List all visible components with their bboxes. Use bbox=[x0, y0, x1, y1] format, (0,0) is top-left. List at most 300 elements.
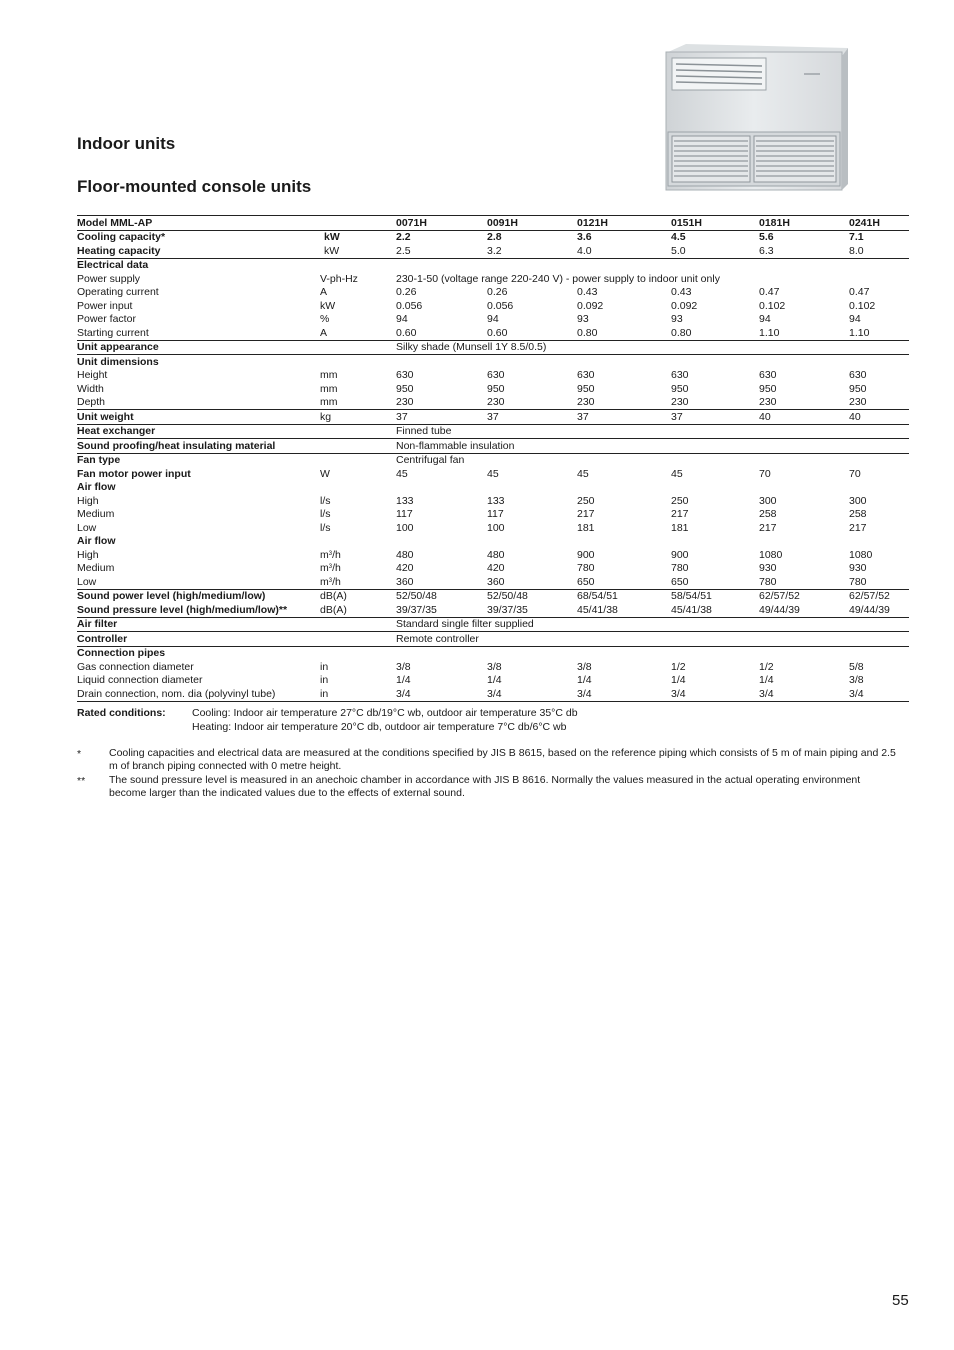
table-row bbox=[77, 589, 909, 603]
row-label: Starting current bbox=[77, 326, 149, 339]
value-cell: 49/44/39 bbox=[759, 603, 800, 616]
value-cell: 780 bbox=[577, 562, 595, 574]
value-cell: 4.0 bbox=[577, 244, 592, 257]
table-row bbox=[77, 299, 909, 313]
value-cell: 100 bbox=[396, 521, 414, 534]
unit-cell: V-ph-Hz bbox=[320, 272, 358, 285]
unit-base: m bbox=[320, 562, 329, 574]
table-row bbox=[77, 382, 909, 396]
unit-cell: % bbox=[320, 313, 330, 325]
value-cell: 3/4 bbox=[759, 687, 849, 701]
unit-cell bbox=[320, 424, 396, 439]
value-cell: 117 bbox=[396, 508, 413, 520]
value-cell: 45/41/38 bbox=[577, 603, 618, 616]
unit-cell bbox=[320, 481, 396, 495]
table-row bbox=[77, 286, 909, 300]
value-cell bbox=[396, 535, 487, 549]
footnote-mark: ** bbox=[77, 775, 86, 787]
value-cell: 630 bbox=[487, 369, 505, 381]
unit-cell: A bbox=[320, 286, 328, 298]
value-cell: 250 bbox=[577, 494, 595, 507]
row-label: Low bbox=[77, 575, 97, 588]
value-cell bbox=[671, 355, 759, 369]
value-cell: 94 bbox=[759, 313, 771, 325]
value-cell: 0.80 bbox=[671, 326, 692, 339]
unit-cell: kW bbox=[320, 299, 336, 312]
value-cell bbox=[849, 535, 909, 549]
model-column-header: 0241H bbox=[849, 216, 909, 231]
table-row bbox=[77, 230, 909, 244]
value-cell: 133 bbox=[487, 494, 505, 507]
value-cell: 230 bbox=[577, 396, 595, 408]
table-row bbox=[77, 244, 909, 258]
value-cell bbox=[671, 646, 759, 660]
value-cell: Silky shade (Munsell 1Y 8.5/0.5) bbox=[396, 340, 909, 355]
value-cell: 0.43 bbox=[671, 286, 692, 298]
value-cell: 630 bbox=[671, 369, 689, 381]
value-cell: 930 bbox=[759, 562, 777, 574]
table-row bbox=[77, 410, 909, 425]
value-cell: 0.092 bbox=[671, 299, 698, 312]
value-cell: 900 bbox=[671, 548, 689, 561]
value-cell bbox=[671, 481, 759, 495]
value-cell: 950 bbox=[577, 382, 595, 395]
row-label: Air flow bbox=[77, 481, 116, 493]
table-row bbox=[77, 481, 909, 495]
footnote-text: Cooling capacities and electrical data are measured at the conditions specified by JIS B 8615, based on the reference piping which consists of 5 m of main piping and 2.5 m of branch piping connected with 0 metre height. bbox=[109, 747, 896, 772]
value-cell: 58/54/51 bbox=[671, 589, 759, 603]
value-cell: 93 bbox=[671, 313, 683, 325]
value-cell: 630 bbox=[577, 369, 595, 381]
value-cell: 1.10 bbox=[759, 326, 780, 339]
row-label: Medium bbox=[77, 562, 115, 574]
row-label: Unit appearance bbox=[77, 340, 320, 355]
value-cell: 37 bbox=[577, 410, 671, 425]
value-cell: 1080 bbox=[759, 548, 783, 561]
table-row bbox=[77, 508, 909, 522]
value-cell: 230 bbox=[671, 396, 689, 408]
row-label: Sound pressure level (high/medium/low)** bbox=[77, 603, 288, 616]
table-row bbox=[77, 272, 909, 286]
model-column-header: 0181H bbox=[759, 216, 849, 231]
value-cell bbox=[577, 646, 671, 660]
row-label: Cooling capacity* bbox=[77, 231, 166, 243]
value-cell: 70 bbox=[849, 467, 861, 480]
value-cell: 39/37/35 bbox=[396, 603, 437, 616]
value-cell: 45/41/38 bbox=[671, 603, 712, 616]
value-cell: 45 bbox=[487, 467, 499, 480]
value-cell: 37 bbox=[487, 410, 577, 425]
value-cell: 2.5 bbox=[396, 244, 411, 257]
value-cell: 94 bbox=[849, 313, 861, 325]
value-cell: 360 bbox=[487, 575, 505, 588]
value-cell: 1/4 bbox=[671, 674, 686, 686]
unit-cell bbox=[320, 617, 396, 632]
value-cell bbox=[849, 258, 909, 272]
table-row bbox=[77, 660, 909, 674]
unit-cell: l/s bbox=[320, 521, 331, 534]
row-label: Power input bbox=[77, 299, 133, 312]
value-cell: 6.3 bbox=[759, 244, 774, 257]
value-cell: 1080 bbox=[849, 548, 873, 561]
value-cell: 4.5 bbox=[671, 231, 686, 243]
value-cell: 230 bbox=[487, 396, 505, 408]
row-label: Gas connection diameter bbox=[77, 660, 194, 673]
value-cell bbox=[487, 646, 577, 660]
model-column-header: 0151H bbox=[671, 216, 759, 231]
unit-cell: kW bbox=[324, 231, 340, 243]
page-title: Indoor units bbox=[77, 134, 176, 153]
value-cell: 3/8 bbox=[849, 674, 864, 686]
value-cell: 3/4 bbox=[487, 687, 577, 701]
value-cell bbox=[487, 355, 577, 369]
value-cell: 45 bbox=[671, 467, 683, 480]
value-cell: 780 bbox=[671, 562, 689, 574]
model-column-header: 0091H bbox=[487, 216, 577, 231]
row-label: High bbox=[77, 494, 99, 507]
row-label: High bbox=[77, 548, 99, 561]
value-cell bbox=[577, 481, 671, 495]
row-label: Depth bbox=[77, 396, 106, 408]
table-row bbox=[77, 453, 909, 467]
value-cell: 950 bbox=[487, 382, 505, 395]
row-label: Heat exchanger bbox=[77, 424, 320, 439]
row-label: Fan type bbox=[77, 453, 320, 467]
value-cell: 181 bbox=[577, 521, 595, 534]
table-row bbox=[77, 617, 909, 632]
value-cell: 5.6 bbox=[759, 231, 774, 243]
value-cell bbox=[759, 535, 849, 549]
value-cell: 300 bbox=[849, 494, 867, 507]
table-row bbox=[77, 355, 909, 369]
value-cell: 3.2 bbox=[487, 244, 502, 257]
value-cell: 3/4 bbox=[849, 687, 909, 701]
value-cell: 3/4 bbox=[577, 687, 671, 701]
value-cell: 950 bbox=[759, 382, 777, 395]
value-cell: 52/50/48 bbox=[396, 589, 487, 603]
value-cell: 0.26 bbox=[487, 286, 508, 298]
value-cell: 5.0 bbox=[671, 244, 686, 257]
value-cell: 630 bbox=[849, 369, 867, 381]
table-header-row bbox=[77, 216, 909, 231]
unit-cell: l/s bbox=[320, 508, 331, 520]
table-row bbox=[77, 340, 909, 355]
value-cell: 40 bbox=[759, 410, 849, 425]
unit-cell bbox=[320, 575, 396, 589]
value-cell: 70 bbox=[759, 467, 771, 480]
value-cell: 94 bbox=[396, 313, 408, 325]
value-cell: 0.102 bbox=[849, 299, 876, 312]
row-label: Low bbox=[77, 521, 97, 534]
value-cell: 217 bbox=[671, 508, 689, 520]
value-cell: 45 bbox=[577, 467, 589, 480]
value-cell: 480 bbox=[487, 548, 505, 561]
table-row bbox=[77, 424, 909, 439]
value-cell bbox=[396, 646, 487, 660]
unit-cell bbox=[320, 355, 396, 369]
value-cell: 52/50/48 bbox=[487, 589, 577, 603]
value-cell: 230-1-50 (voltage range 220-240 V) - power supply to indoor unit only bbox=[396, 272, 720, 285]
value-cell: 230 bbox=[849, 396, 867, 408]
value-cell: 2.8 bbox=[487, 231, 502, 243]
value-cell: 0.60 bbox=[487, 326, 508, 339]
unit-cell bbox=[320, 340, 396, 355]
table-row bbox=[77, 575, 909, 589]
value-cell: 7.1 bbox=[849, 231, 864, 243]
value-cell: 3.6 bbox=[577, 231, 592, 243]
value-cell: 630 bbox=[396, 369, 414, 381]
table-row bbox=[77, 603, 909, 617]
row-label: Medium bbox=[77, 508, 115, 520]
value-cell: 650 bbox=[577, 575, 595, 588]
unit-suffix: /h bbox=[332, 562, 341, 574]
page-subtitle: Floor-mounted console units bbox=[77, 177, 312, 196]
value-cell: 300 bbox=[759, 494, 777, 507]
model-column-header: 0121H bbox=[577, 216, 671, 231]
value-cell: Remote controller bbox=[396, 632, 909, 647]
unit-cell bbox=[320, 548, 396, 562]
value-cell: 39/37/35 bbox=[487, 603, 528, 616]
value-cell: Non-flammable insulation bbox=[396, 439, 909, 454]
unit-cell: kW bbox=[324, 244, 340, 257]
row-label: Sound proofing/heat insulating material bbox=[77, 439, 320, 454]
row-label: Electrical data bbox=[77, 258, 320, 272]
value-cell: 950 bbox=[396, 382, 414, 395]
value-cell: 0.056 bbox=[487, 299, 514, 312]
unit-cell: in bbox=[320, 674, 329, 686]
unit-cell bbox=[320, 258, 396, 272]
table-row bbox=[77, 632, 909, 647]
value-cell: Centrifugal fan bbox=[396, 453, 909, 467]
unit-cell bbox=[320, 646, 396, 660]
table-row bbox=[77, 548, 909, 562]
table-row bbox=[77, 494, 909, 508]
value-cell: 3/8 bbox=[487, 660, 502, 673]
rated-conditions-cooling: Cooling: Indoor air temperature 27°C db/19°C wb, outdoor air temperature 35°C db bbox=[192, 707, 578, 719]
row-label: Fan motor power input bbox=[77, 467, 191, 480]
row-label: Connection pipes bbox=[77, 646, 320, 660]
rated-conditions-heating: Heating: Indoor air temperature 20°C db, outdoor air temperature 7°C db/6°C wb bbox=[192, 721, 567, 733]
footnote-mark: * bbox=[77, 748, 82, 760]
value-cell: 3/8 bbox=[396, 660, 411, 673]
table-row bbox=[77, 562, 909, 576]
table-row bbox=[77, 687, 909, 701]
value-cell bbox=[396, 355, 487, 369]
table-row bbox=[77, 521, 909, 535]
value-cell: 3/4 bbox=[396, 687, 487, 701]
value-cell: 5/8 bbox=[849, 660, 864, 673]
value-cell: 94 bbox=[487, 313, 499, 325]
value-cell: 420 bbox=[396, 562, 414, 574]
value-cell: 0.43 bbox=[577, 286, 598, 298]
value-cell: 37 bbox=[671, 410, 759, 425]
unit-suffix: /h bbox=[332, 575, 341, 588]
value-cell: 45 bbox=[396, 467, 408, 480]
value-cell bbox=[671, 535, 759, 549]
unit-suffix: /h bbox=[332, 548, 341, 561]
unit-cell: dB(A) bbox=[320, 603, 347, 616]
table-row bbox=[77, 326, 909, 340]
value-cell: 40 bbox=[849, 410, 909, 425]
row-label: Drain connection, nom. dia (polyvinyl tube) bbox=[77, 687, 320, 701]
unit-cell bbox=[320, 562, 396, 576]
value-cell bbox=[671, 258, 759, 272]
value-cell: 1/4 bbox=[487, 674, 502, 686]
value-cell: 1/2 bbox=[671, 660, 686, 673]
value-cell: 630 bbox=[759, 369, 777, 381]
value-cell: 3/4 bbox=[671, 687, 759, 701]
spec-table bbox=[77, 215, 909, 702]
unit-base: m bbox=[320, 548, 329, 561]
unit-header bbox=[320, 216, 396, 231]
value-cell: 0.056 bbox=[396, 299, 423, 312]
value-cell bbox=[577, 535, 671, 549]
value-cell bbox=[759, 355, 849, 369]
value-cell: 37 bbox=[396, 410, 487, 425]
console-unit-photo bbox=[664, 44, 848, 192]
value-cell: 360 bbox=[396, 575, 414, 588]
value-cell: 1/4 bbox=[759, 674, 774, 686]
value-cell: 217 bbox=[759, 521, 777, 534]
unit-cell: W bbox=[320, 467, 330, 480]
unit-cell: in bbox=[320, 660, 329, 673]
value-cell bbox=[849, 355, 909, 369]
unit-superscript: 3 bbox=[328, 564, 333, 570]
value-cell: 217 bbox=[849, 521, 867, 534]
value-cell: Finned tube bbox=[396, 424, 909, 439]
value-cell: 950 bbox=[671, 382, 689, 395]
value-cell: 0.092 bbox=[577, 299, 604, 312]
unit-cell: mm bbox=[320, 382, 338, 395]
value-cell bbox=[396, 481, 487, 495]
table-row bbox=[77, 439, 909, 454]
table-row bbox=[77, 396, 909, 410]
value-cell: 1/2 bbox=[759, 660, 774, 673]
table-row bbox=[77, 369, 909, 383]
row-label: Heating capacity bbox=[77, 244, 161, 257]
value-cell: 0.80 bbox=[577, 326, 598, 339]
value-cell: 181 bbox=[671, 521, 689, 534]
value-cell: 100 bbox=[487, 521, 505, 534]
row-label: Power supply bbox=[77, 272, 141, 285]
value-cell: 420 bbox=[487, 562, 505, 574]
unit-superscript: 3 bbox=[328, 577, 333, 584]
value-cell: 217 bbox=[577, 508, 595, 520]
row-label: Unit weight bbox=[77, 410, 320, 425]
value-cell: 2.2 bbox=[396, 231, 411, 243]
row-label: Unit dimensions bbox=[77, 355, 320, 369]
value-cell: Standard single filter supplied bbox=[396, 617, 909, 632]
unit-cell: l/s bbox=[320, 494, 331, 507]
value-cell: 230 bbox=[759, 396, 777, 408]
value-cell: 480 bbox=[396, 548, 414, 561]
value-cell bbox=[577, 355, 671, 369]
row-label: Air filter bbox=[77, 617, 320, 632]
value-cell: 117 bbox=[487, 508, 504, 520]
value-cell: 250 bbox=[671, 494, 689, 507]
value-cell: 0.60 bbox=[396, 326, 417, 339]
model-column-header: 0071H bbox=[396, 216, 487, 231]
row-label: Power factor bbox=[77, 313, 136, 325]
value-cell: 8.0 bbox=[849, 244, 864, 257]
unit-cell bbox=[320, 439, 396, 454]
value-cell bbox=[759, 258, 849, 272]
table-row bbox=[77, 535, 909, 549]
value-cell: 1.10 bbox=[849, 326, 870, 339]
value-cell: 49/44/39 bbox=[849, 603, 890, 616]
table-row bbox=[77, 313, 909, 327]
row-label: Operating current bbox=[77, 286, 159, 298]
value-cell: 930 bbox=[849, 562, 867, 574]
value-cell: 93 bbox=[577, 313, 589, 325]
value-cell: 1/4 bbox=[577, 674, 592, 686]
value-cell bbox=[487, 535, 577, 549]
footnote-text: The sound pressure level is measured in an anechoic chamber in accordance with JIS B 8616. Normally the values measured in the actual operating environment become larger than the indicated values due to the effects of external sound. bbox=[109, 774, 861, 799]
value-cell: 258 bbox=[759, 508, 777, 520]
row-label: Air flow bbox=[77, 535, 116, 547]
unit-superscript: 3 bbox=[328, 550, 333, 557]
value-cell bbox=[487, 258, 577, 272]
value-cell: 0.102 bbox=[759, 299, 786, 312]
value-cell: 68/54/51 bbox=[577, 589, 671, 603]
value-cell: 0.47 bbox=[849, 286, 870, 298]
table-row bbox=[77, 467, 909, 481]
value-cell: 258 bbox=[849, 508, 867, 520]
unit-cell: in bbox=[320, 687, 396, 701]
unit-cell bbox=[320, 535, 396, 549]
value-cell: 3/8 bbox=[577, 660, 592, 673]
value-cell: 900 bbox=[577, 548, 595, 561]
value-cell bbox=[759, 481, 849, 495]
value-cell: 0.47 bbox=[759, 286, 780, 298]
unit-cell bbox=[320, 632, 396, 647]
model-label: Model MML-AP bbox=[77, 216, 320, 231]
table-row bbox=[77, 258, 909, 272]
page-number: 55 bbox=[892, 1292, 909, 1309]
table-row bbox=[77, 674, 909, 688]
unit-cell: mm bbox=[320, 369, 338, 381]
value-cell: 780 bbox=[759, 575, 777, 588]
row-label: Width bbox=[77, 382, 104, 395]
value-cell bbox=[849, 481, 909, 495]
unit-base: m bbox=[320, 575, 329, 588]
value-cell bbox=[849, 646, 909, 660]
unit-cell bbox=[320, 453, 396, 467]
value-cell: 1/4 bbox=[396, 674, 411, 686]
value-cell: 780 bbox=[849, 575, 867, 588]
row-label: Controller bbox=[77, 632, 320, 647]
unit-cell: A bbox=[320, 326, 328, 339]
unit-cell: kg bbox=[320, 410, 396, 425]
unit-cell: mm bbox=[320, 396, 338, 408]
value-cell: 230 bbox=[396, 396, 414, 408]
value-cell: 950 bbox=[849, 382, 867, 395]
row-label: Height bbox=[77, 369, 108, 381]
value-cell bbox=[759, 646, 849, 660]
value-cell: 62/57/52 bbox=[849, 589, 909, 603]
value-cell: 0.26 bbox=[396, 286, 417, 298]
table-row bbox=[77, 646, 909, 660]
value-cell: 650 bbox=[671, 575, 689, 588]
row-label: Liquid connection diameter bbox=[77, 674, 203, 686]
unit-cell: dB(A) bbox=[320, 589, 396, 603]
value-cell: 62/57/52 bbox=[759, 589, 849, 603]
value-cell bbox=[487, 481, 577, 495]
value-cell: 133 bbox=[396, 494, 414, 507]
value-cell bbox=[577, 258, 671, 272]
rated-conditions-label: Rated conditions: bbox=[77, 707, 166, 719]
row-label: Sound power level (high/medium/low) bbox=[77, 589, 320, 603]
